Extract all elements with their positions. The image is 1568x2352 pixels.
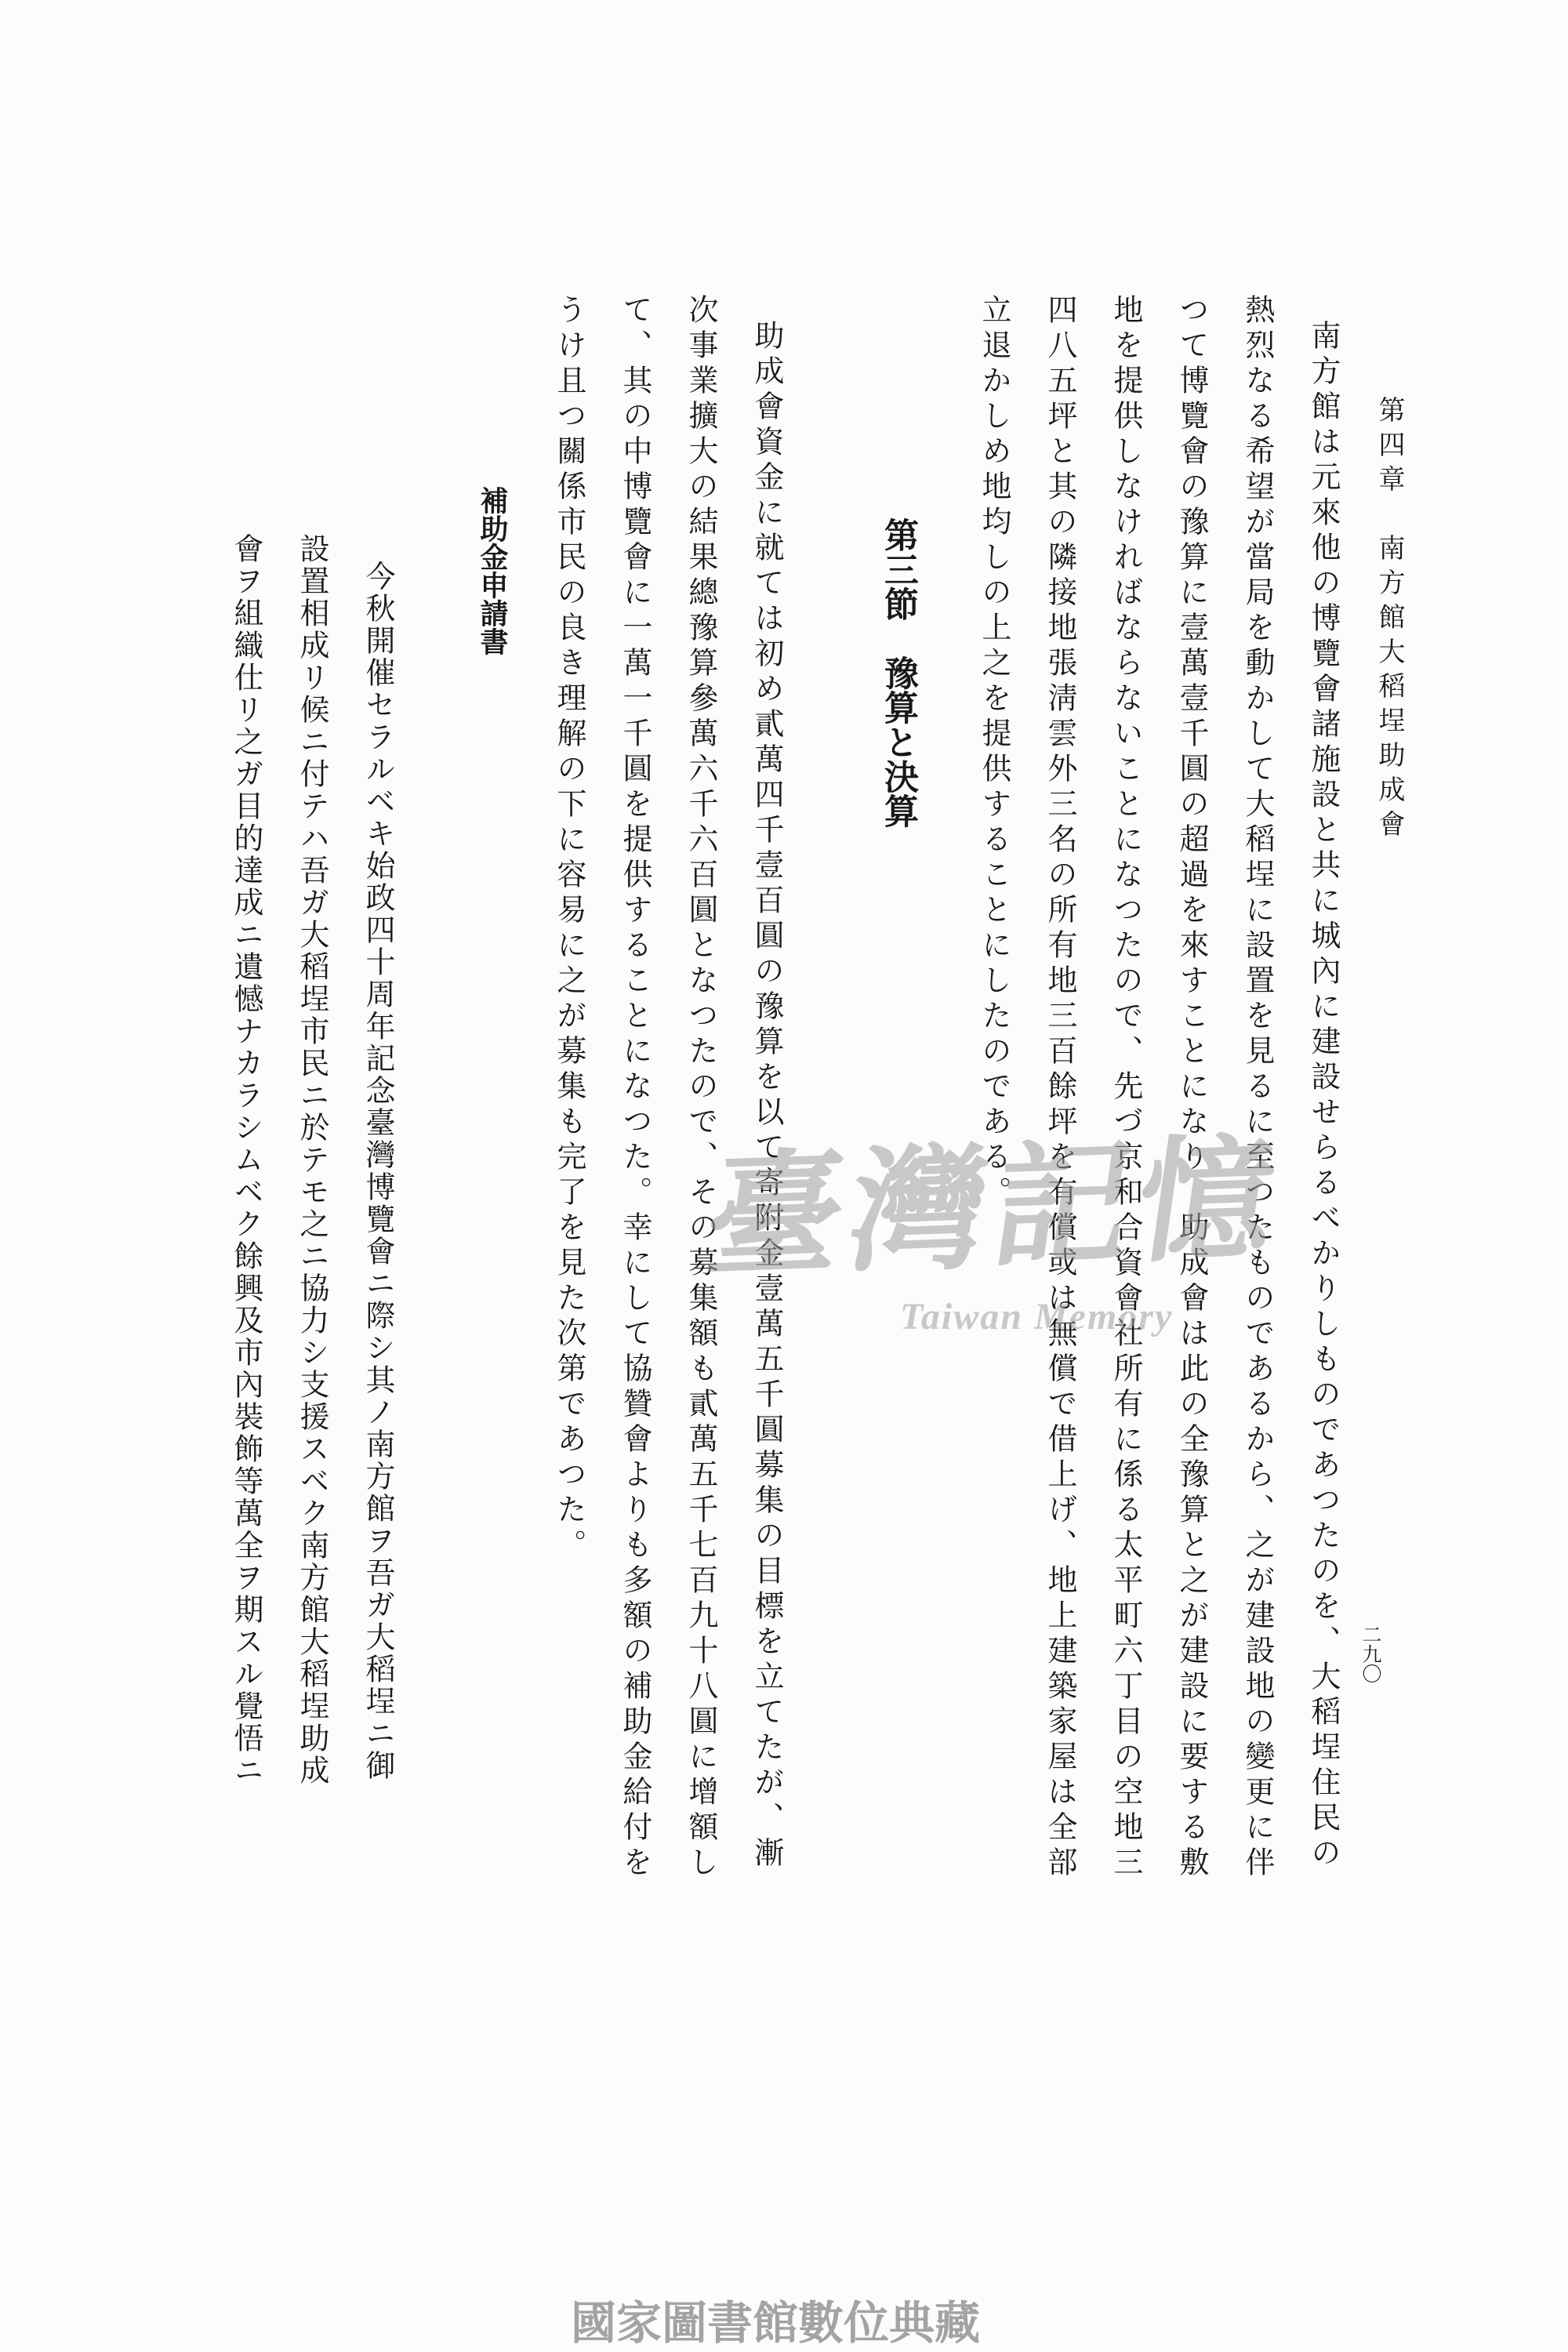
paragraph1-line-5: 四八五坪と其の隣接地張淸雲外三名の所有地三百餘坪を有償或は無償で借上げ、地上建築家屋は全部 — [1043, 294, 1077, 1882]
chapter-header: 第四章 南方館大稻埕助成會 — [1374, 396, 1405, 844]
taiwan-memory-cjk-watermark: 臺灣記憶 — [696, 1117, 1294, 1297]
paragraph1-line-6: 立退かしめ地均しの上之を提供することにしたのである。 — [977, 294, 1011, 1211]
letter-line-2: 設置相成リ候ニ付テハ吾ガ大稻埕市民ニ於テモ之ニ協力シ支援スベク南方館大稻埕助成 — [295, 533, 329, 1787]
section-heading: 第三節 豫算と決算 — [878, 517, 918, 828]
paragraph1-line-4: 地を提供しなければならないことになつたので、先づ京和合資會社所有に係る太平町六丁目の空地三 — [1109, 294, 1143, 1882]
subsection-heading: 補助金申請書 — [476, 486, 509, 655]
national-library-watermark: 國家圖書館數位典藏 — [571, 2298, 981, 2349]
paragraph1-line-3: つて博覽會の豫算に壹萬壹千圓の超過を來すことになり 助成會は此の全豫算と之が建設に要する敷 — [1174, 294, 1209, 1882]
paragraph2-line-2: 次事業擴大の結果總豫算參萬六千六百圓となつたので、その募集額も貳萬五千七百九十八圓に增額し — [684, 294, 718, 1882]
paragraph1-line-2: 熱烈なる希望が當局を動かして大稻埕に設置を見るに至つたものであるから、之が建設地の變更に伴 — [1240, 294, 1275, 1882]
letter-line-1: 今秋開催セラルベキ始政四十周年記念臺灣博覽會ニ際シ其ノ南方館ヲ吾ガ大稻埕ニ御 — [361, 561, 395, 1782]
page-number: 二九〇 — [1359, 1624, 1382, 1683]
paragraph2-line-1: 助成會資金に就ては初め貳萬四千壹百圓の豫算を以て寄附金壹萬五千圓募集の目標を立てたが、漸 — [750, 320, 784, 1872]
paragraph2-line-3: て、其の中博覽會に一萬一千圓を提供することになつた。幸にして協贊會よりも多額の補助金給付を — [618, 294, 652, 1882]
letter-line-3: 會ヲ組織仕リ之ガ目的達成ニ遺憾ナカラシムベク餘興及市內裝飾等萬全ヲ期スル覺悟ニ — [229, 533, 263, 1787]
taiwan-memory-latin-watermark: Taiwan Memory — [900, 1296, 1174, 1338]
paragraph2-line-4: うけ且つ關係市民の良き理解の下に容易に之が募集も完了を見た次第であつた。 — [552, 294, 586, 1564]
paragraph1-line-1: 南方館は元來他の博覽會諸施設と共に城內に建設せらるべかりしものであつたのを、大稻埕住民の — [1306, 320, 1341, 1872]
vertical-text-flow — [195, 294, 1403, 1925]
